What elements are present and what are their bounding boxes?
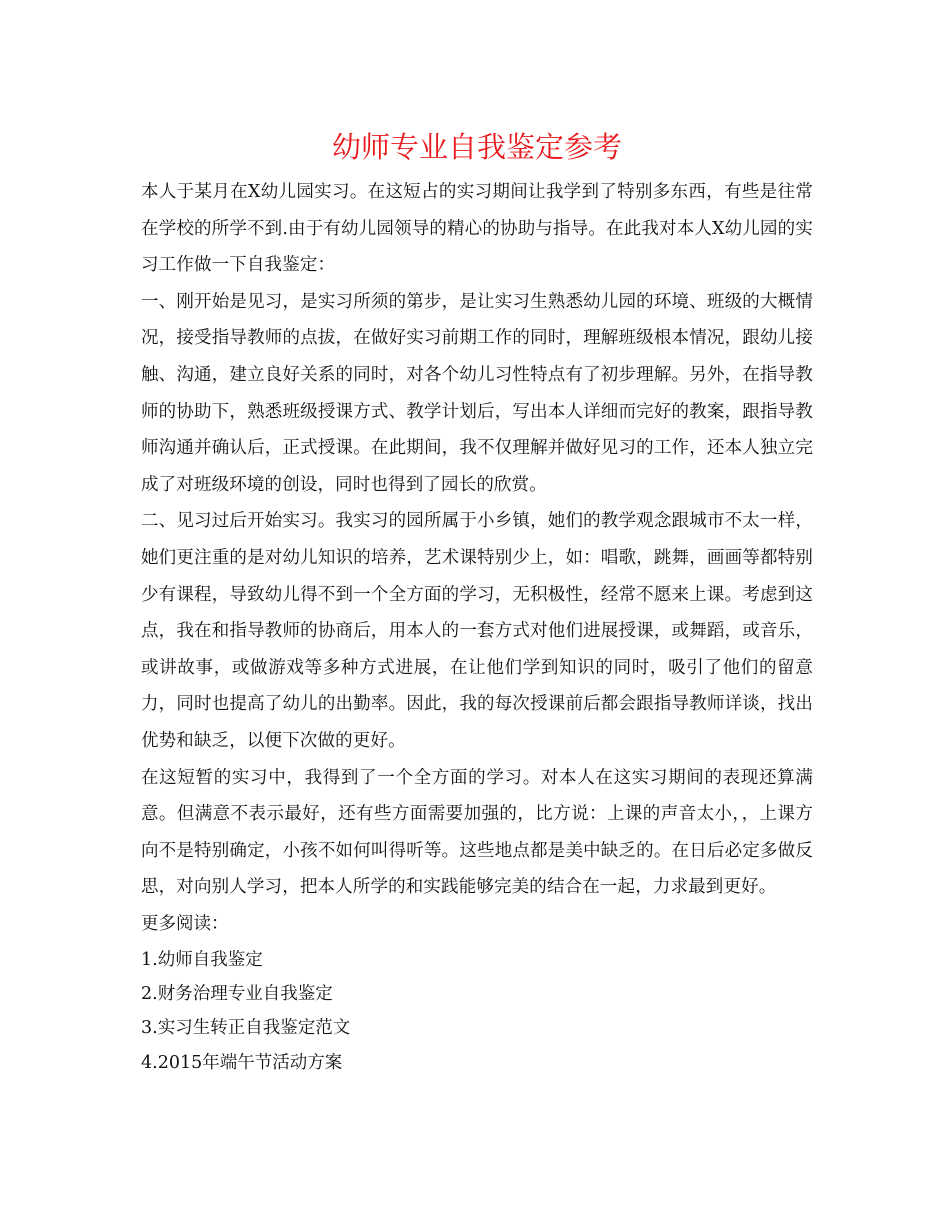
more-reading-list — [141, 943, 813, 1080]
paragraph-section-two: 二、见习过后开始实习。我实习的园所属于小乡镇，她们的教学观念跟城市不太一样，她们更注重的是对幼儿知识的培养，艺术课特别少上，如：唱歌，跳舞，画画等都特别少有课程，导致幼儿得不到一个全方面的学习，无积极性，经常不愿来上课。考虑到这点，我在和指导教师的协商后，用本人的一套方式对他们进展授课，或舞蹈，或音乐，或讲故事，或做游戏等多种方式进展，在让他们学到知识的同时，吸引了他们的留意力，同时也提高了幼儿的出勤率。因此，我的每次授课前后都会跟指导教师详谈，找出优势和缺乏，以便下次做的更好。 — [141, 511, 813, 751]
paragraph-intro: 本人于某月在X幼儿园实习。在这短占的实习期间让我学到了特别多东西，有些是往常在学校的所学不到.由于有幼儿园领导的精心的协助与指导。在此我对本人X幼儿园的实习工作做一下自我鉴定： — [141, 182, 813, 276]
more-reading-heading: 更多阅读： — [141, 913, 229, 934]
more-reading-link[interactable]: 1.幼师自我鉴定 — [141, 949, 263, 970]
more-reading-link[interactable]: 3.实习生转正自我鉴定范文 — [141, 1018, 351, 1039]
document-page — [141, 124, 813, 1080]
paragraph-section-one: 一、刚开始是见习，是实习所须的第步，是让实习生熟悉幼儿园的环境、班级的大概情况，接受指导教师的点拔，在做好实习前期工作的同时，理解班级根本情况，跟幼儿接触、沟通，建立良好关系的同时，对各个幼儿习性特点有了初步理解。另外，在指导教师的协助下，熟悉班级授课方式、教学计划后，写出本人详细而完好的教案，跟指导教师沟通并确认后，正式授课。在此期间，我不仅理解并做好见习的工作，还本人独立完成了对班级环境的创设，同时也得到了园长的欣赏。 — [141, 291, 813, 495]
paragraph-conclusion: 在这短暂的实习中，我得到了一个全方面的学习。对本人在这实习期间的表现还算满意。但满意不表示最好，还有些方面需要加强的，比方说：上课的声音太小，，上课方向不是特别确定，小孩不如何叫得听等。这些地点都是美中缺乏的。在日后必定多做反思，对向别人学习，把本人所学的和实践能够完美的结合在一起，力求最到更好。 — [141, 767, 813, 898]
more-reading-link[interactable]: 2.财务治理专业自我鉴定 — [141, 984, 333, 1005]
more-reading-link[interactable]: 4.2015年端午节活动方案 — [141, 1052, 343, 1073]
page-title: 幼师专业自我鉴定参考 — [331, 130, 622, 164]
